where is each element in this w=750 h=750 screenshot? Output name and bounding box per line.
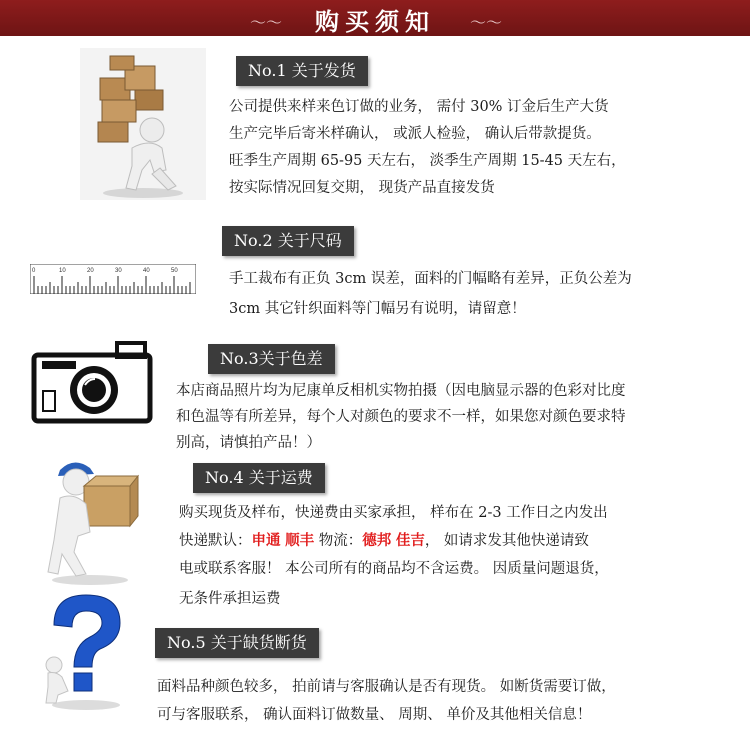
ruler-number: 40 (143, 268, 150, 274)
ruler-number: 20 (87, 268, 94, 274)
camera-icon (29, 335, 155, 425)
section-1-line-2: 生产完毕后寄米样确认， 或派人检验， 确认后带款提货。 (229, 126, 601, 142)
title-banner (0, 0, 750, 36)
section-1-heading: No.1 关于发货 (236, 56, 368, 86)
section-2-line-1: 手工裁布有正负 3cm 误差，面料的门幅略有差异，正负公差为 (229, 271, 632, 287)
section-5-line-2: 可与客服联系， 确认面料订做数量、 周期、 单价及其他相关信息！ (157, 707, 592, 723)
section-3-heading: No.3关于色差 (208, 344, 335, 374)
section-5-heading: No.5 关于缺货断货 (155, 628, 319, 658)
courier-shunfeng: 顺丰 (285, 532, 315, 549)
ruler-number: 30 (115, 268, 122, 274)
section-3-line-2: 和色温等有所差异，每个人对颜色的要求不一样，如果您对颜色要求特 (176, 409, 626, 425)
page-title: 购买须知 (315, 7, 435, 36)
banner-ornament-right: ～～ (470, 13, 503, 32)
courier-line-suffix: ， 如请求发其他快递请致 (424, 533, 589, 549)
section-4-line-4: 无条件承担运费 (179, 591, 281, 607)
section-1-line-1: 公司提供来样来色订做的业务， 需付 30% 订金后生产大货 (229, 99, 609, 115)
section-5-line-1: 面料品种颜色较多， 拍前请与客服确认是否有现货。 如断货需要订做， (157, 679, 616, 695)
section-4-line-2 (179, 527, 589, 555)
section-2-line-2: 3cm 其它针织面料等门幅另有说明，请留意！ (229, 301, 526, 317)
section-4-line-3: 电或联系客服！ 本公司所有的商品均不含运费。 因质量问题退货， (179, 561, 609, 577)
ruler-number: 50 (171, 268, 178, 274)
section-4-line-1: 购买现货及样布，快递费由买家承担， 样布在 2-3 工作日之内发出 (179, 505, 608, 521)
section-1-line-4: 按实际情况回复交期， 现货产品直接发货 (229, 180, 495, 196)
section-2-heading: No.2 关于尺码 (222, 226, 354, 256)
section-3-line-1: 本店商品照片均为尼康单反相机实物拍摄（因电脑显示器的色彩对比度 (176, 383, 626, 399)
courier-shentong: 申通 (251, 532, 281, 549)
logistics-jiaji: 佳吉 (395, 532, 425, 549)
banner-ornament-left: ～～ (250, 13, 283, 32)
ruler-number: 0 (32, 268, 36, 274)
logistics-debang: 德邦 (362, 532, 392, 549)
ruler-icon (30, 264, 196, 294)
section-3-line-3: 别高，请慎拍产品！） (176, 435, 321, 451)
ruler-number: 10 (59, 268, 66, 274)
question-mark-icon (38, 591, 132, 711)
section-4-heading: No.4 关于运费 (193, 463, 325, 493)
logistics-label: 物流： (314, 533, 363, 549)
boxes-carrier-icon (80, 48, 206, 200)
section-1-line-3: 旺季生产周期 65-95 天左右， 淡季生产周期 15-45 天左右， (229, 153, 626, 169)
delivery-man-icon (38, 456, 142, 586)
courier-default-label: 快递默认： (179, 533, 252, 549)
